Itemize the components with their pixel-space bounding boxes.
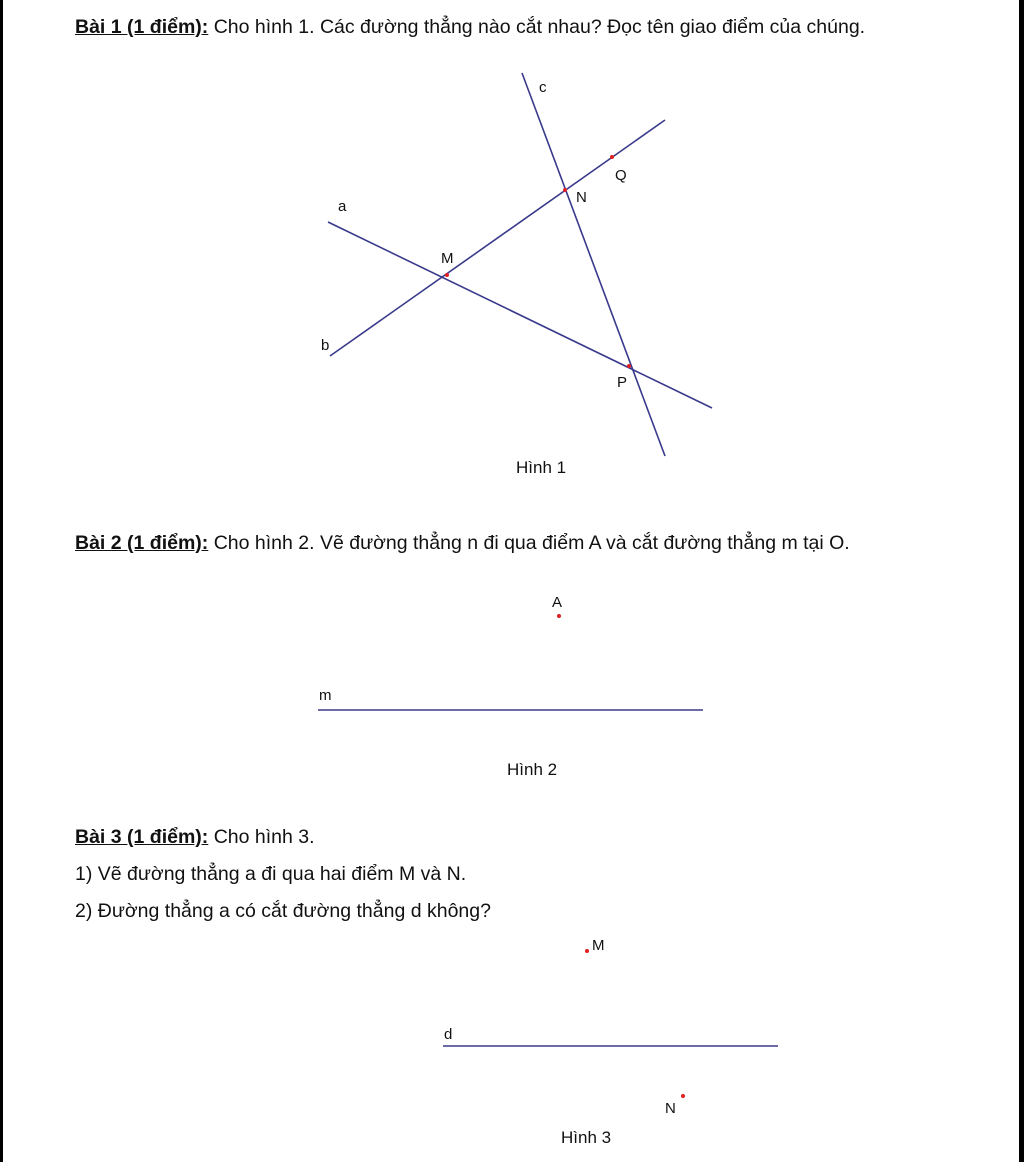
line-a xyxy=(328,222,712,408)
point-n3 xyxy=(681,1094,685,1098)
label-m3: M xyxy=(592,937,605,954)
label-b: b xyxy=(321,337,330,354)
label-n: N xyxy=(576,189,587,206)
label-d: d xyxy=(444,1026,453,1043)
problem2-heading: Bài 2 (1 điểm): xyxy=(75,532,209,554)
problem2-text: Cho hình 2. Vẽ đường thẳng n đi qua điểm A và cắt đường thẳng m tại O. xyxy=(208,532,850,554)
point-n xyxy=(563,188,567,192)
label-m2: m xyxy=(319,687,332,704)
label-n3: N xyxy=(665,1100,676,1117)
label-a2: A xyxy=(552,594,563,611)
figure1-caption: Hình 1 xyxy=(516,458,567,477)
problem2-heading-line xyxy=(75,532,850,555)
figure2-caption: Hình 2 xyxy=(507,760,558,779)
label-c: c xyxy=(539,79,547,96)
point-m xyxy=(445,273,449,277)
problem3-item-2: 2) Đường thẳng a có cắt đường thẳng d không? xyxy=(75,900,491,922)
problem3-item-1: 1) Vẽ đường thẳng a đi qua hai điểm M và N. xyxy=(75,863,467,885)
point-q xyxy=(610,155,614,159)
problem3-heading-line xyxy=(75,826,315,849)
label-q: Q xyxy=(615,167,627,184)
problem1-heading: Bài 1 (1 điểm): xyxy=(75,16,209,38)
point-a xyxy=(557,614,561,618)
point-p xyxy=(627,364,631,368)
point-m3 xyxy=(585,949,589,953)
problem3-heading: Bài 3 (1 điểm): xyxy=(75,826,209,848)
label-p: P xyxy=(617,374,628,391)
line-c xyxy=(522,73,665,456)
figure3-caption: Hình 3 xyxy=(561,1128,612,1147)
label-a: a xyxy=(338,198,347,215)
label-m: M xyxy=(441,250,454,267)
problem1-text: Cho hình 1. Các đường thẳng nào cắt nhau? Đọc tên giao điểm của chúng. xyxy=(208,16,866,38)
problem3-text: Cho hình 3. xyxy=(208,826,315,848)
